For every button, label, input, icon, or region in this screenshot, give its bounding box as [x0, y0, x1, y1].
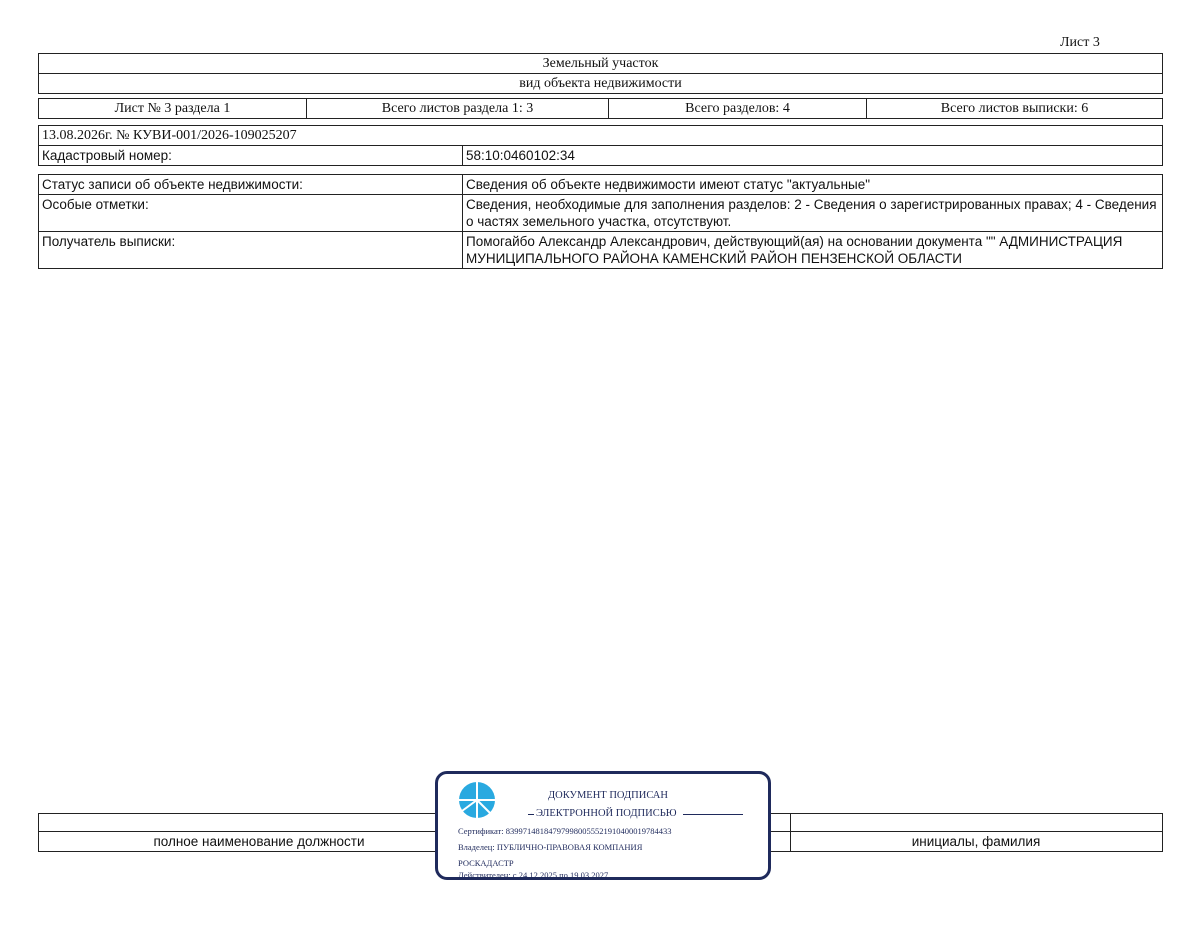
stamp-rule: [528, 814, 534, 815]
stamp-rule: [683, 814, 743, 815]
sheet-number: Лист 3: [1060, 35, 1100, 50]
special-notes-label: Особые отметки:: [42, 197, 149, 212]
status-value: Сведения об объекте недвижимости имеют статус "актуальные": [462, 175, 1162, 194]
detail-row: [39, 194, 1162, 231]
stamp-validity: Действителен: с 24.12.2025 по 19.03.2027: [458, 870, 609, 880]
detail-row: [39, 231, 1162, 268]
position-caption: полное наименование должности: [153, 834, 365, 849]
electronic-signature-stamp: [435, 771, 771, 880]
details-table: [38, 174, 1163, 269]
roskadastr-logo-icon: [458, 781, 496, 819]
detail-row: [39, 175, 1162, 194]
name-caption: инициалы, фамилия: [911, 834, 1041, 849]
recipient-value: Помогайбо Александр Александрович, действующий(ая) на основании документа "" АДМИНИСТРАЦИЯ МУНИЦИПАЛЬНОГО РАЙОНА КАМЕНСКИЙ РАЙОН ПЕНЗЕНСКОЙ ОБЛАСТИ: [462, 232, 1162, 268]
total-sheets-section: Всего листов раздела 1: 3: [306, 99, 608, 118]
stamp-owner: Владелец: ПУБЛИЧНО-ПРАВОВАЯ КОМПАНИЯ: [458, 842, 643, 852]
stamp-title-line1: ДОКУМЕНТ ПОДПИСАН: [548, 790, 668, 801]
total-sheets-extract: Всего листов выписки: 6: [866, 99, 1162, 118]
stamp-certificate: Сертификат: 839971481847979980055521910400019784433: [458, 826, 672, 836]
cadastral-value: 58:10:0460102:34: [462, 146, 1162, 165]
stamp-owner-cont: РОСКАДАСТР: [458, 858, 514, 868]
total-sections: Всего разделов: 4: [608, 99, 866, 118]
record-date-number: 13.08.2026г. № КУВИ-001/2026-109025207: [42, 128, 297, 143]
object-header-table: [38, 53, 1163, 94]
object-kind: вид объекта недвижимости: [519, 76, 682, 91]
status-label: Статус записи об объекте недвижимости:: [42, 177, 303, 192]
object-name: Земельный участок: [542, 56, 659, 71]
recipient-label: Получатель выписки:: [42, 234, 176, 249]
cadastral-label: Кадастровый номер:: [42, 148, 172, 163]
counts-table: [38, 98, 1163, 119]
record-table: [38, 125, 1163, 166]
special-notes-value: Сведения, необходимые для заполнения разделов: 2 - Сведения о зарегистрированных правах; 4 - Сведения о частях земельного участка, отсутствуют.: [462, 195, 1162, 231]
sheet-of-section: Лист № 3 раздела 1: [114, 101, 231, 116]
stamp-title-line2: ЭЛЕКТРОННОЙ ПОДПИСЬЮ: [536, 808, 677, 819]
